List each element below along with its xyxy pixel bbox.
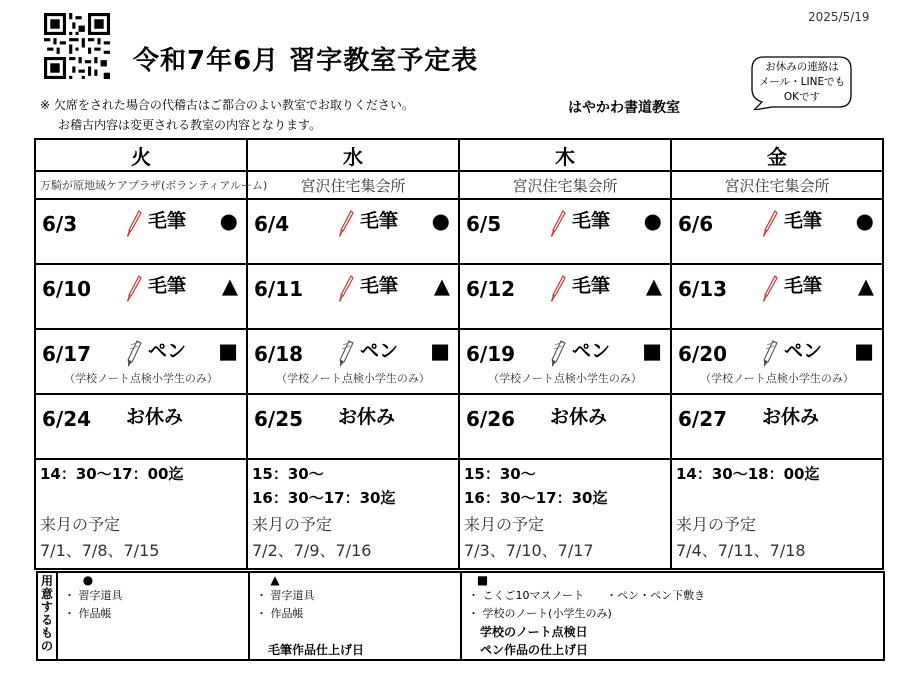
class-mark: ▲: [645, 274, 662, 298]
time-row: [35, 459, 883, 569]
class-type: 毛筆: [148, 275, 187, 297]
items-col-circle: [57, 587, 249, 660]
class-date: 6/13: [678, 277, 728, 301]
item-line: ・ 習字道具: [256, 589, 315, 602]
red-brush-icon: [550, 275, 566, 303]
class-note: （学校ノート点検小学生のみ）: [276, 372, 430, 385]
items-col-square: [461, 587, 884, 660]
class-mark: ■: [430, 339, 450, 363]
red-brush-icon: [338, 210, 354, 238]
class-note: （学校ノート点検小学生のみ）: [64, 372, 218, 385]
time-cell: [671, 459, 883, 569]
item-bold-line: ペン作品の仕上げ日: [480, 643, 589, 657]
class-date: 6/18: [254, 342, 304, 366]
school-name: はやかわ書道教室: [568, 100, 680, 116]
items-label: [37, 572, 57, 660]
pencil-icon: [338, 340, 354, 368]
next-month-label: 来月の予定: [676, 515, 757, 534]
items-label-char: の: [40, 639, 53, 653]
class-cell: [247, 329, 459, 394]
class-type: 毛筆: [148, 210, 187, 232]
class-cell: [247, 264, 459, 329]
holiday-label: お休み: [338, 406, 396, 428]
class-cell: [35, 264, 247, 329]
class-type: ペン: [360, 340, 399, 362]
class-mark: ▲: [433, 274, 450, 298]
class-type: 毛筆: [360, 275, 399, 297]
class-date: 6/12: [466, 277, 516, 301]
class-cell: [671, 199, 883, 264]
pencil-icon: [550, 340, 566, 368]
items-table: [36, 571, 885, 661]
class-date: 6/26: [466, 407, 516, 431]
notice-line-1: ※ 欠席をされた場合の代稽古はご都合のよい教室でお取りください。: [40, 98, 414, 112]
red-brush-icon: [762, 210, 778, 238]
issue-date: 2025/5/19: [808, 10, 870, 24]
bubble-line-3: OKです: [783, 91, 821, 103]
class-mark: ●: [855, 209, 874, 233]
weekday-header-row: [35, 139, 883, 171]
item-bold-line: 毛筆作品仕上げ日: [268, 643, 365, 657]
class-date: 6/3: [42, 212, 78, 236]
holiday-label: お休み: [126, 406, 184, 428]
time-line-1: 14：30～18：00迄: [676, 465, 820, 483]
week-row: [35, 329, 883, 394]
next-month-label: 来月の予定: [252, 515, 333, 534]
weekday-thursday: 木: [459, 139, 671, 171]
class-date: 6/20: [678, 342, 728, 366]
location-thursday: 宮沢住宅集会所: [459, 171, 671, 199]
class-type: 毛筆: [784, 275, 823, 297]
class-cell: [459, 394, 671, 459]
holiday-label: お休み: [550, 406, 608, 428]
class-cell: [459, 264, 671, 329]
item-line: ・ 学校のノート(小学生のみ): [468, 607, 612, 620]
pencil-icon: [126, 340, 142, 368]
absence-contact-note: [752, 60, 852, 105]
time-line-1: 15：30～: [252, 465, 324, 483]
class-cell: [35, 199, 247, 264]
class-cell: [459, 199, 671, 264]
items-mark-circle: ●: [57, 572, 249, 587]
week-row: [35, 264, 883, 329]
class-type: ペン: [572, 340, 611, 362]
item-bold-line: 学校のノート点検日: [480, 625, 588, 639]
next-month-dates: 7/2、7/9、7/16: [252, 541, 372, 560]
location-tuesday: 万騎が原地域ケアプラザ(ボランティアルーム): [35, 171, 247, 199]
bubble-line-2: メール・LINEでも: [758, 76, 846, 88]
notice-line-2: お稽古内容は変更される教室の内容となります。: [58, 118, 322, 132]
class-date: 6/19: [466, 342, 516, 366]
class-mark: ■: [854, 339, 874, 363]
time-cell: [35, 459, 247, 569]
class-mark: ▲: [221, 274, 238, 298]
next-month-label: 来月の予定: [40, 515, 121, 534]
weekday-friday: 金: [671, 139, 883, 171]
location-wednesday: 宮沢住宅集会所: [247, 171, 459, 199]
class-mark: ■: [218, 339, 238, 363]
class-cell: [35, 329, 247, 394]
time-line-2: 16：30～17：30迄: [252, 489, 396, 507]
class-cell: [35, 394, 247, 459]
time-line-2: 16：30～17：30迄: [464, 489, 608, 507]
class-type: 毛筆: [572, 275, 611, 297]
items-label-char: る: [40, 613, 53, 627]
class-mark: ▲: [857, 274, 874, 298]
class-type: 毛筆: [360, 210, 399, 232]
class-mark: ■: [642, 339, 662, 363]
items-mark-triangle: ▲: [249, 572, 461, 587]
class-date: 6/25: [254, 407, 304, 431]
next-month-label: 来月の予定: [464, 515, 545, 534]
time-line-1: 14：30～17：00迄: [40, 465, 184, 483]
item-line: ・ 作品帳: [64, 607, 112, 620]
class-note: （学校ノート点検小学生のみ）: [700, 372, 854, 385]
class-cell: [671, 329, 883, 394]
class-note: （学校ノート点検小学生のみ）: [488, 372, 642, 385]
next-month-dates: 7/1、7/8、7/15: [40, 541, 160, 560]
items-label-char: 意: [40, 587, 53, 601]
bubble-line-1: お休みの連絡は: [765, 61, 839, 73]
time-cell: [459, 459, 671, 569]
page-title: 令和7年6月 習字教室予定表: [133, 46, 479, 76]
class-cell: [247, 394, 459, 459]
weekday-tuesday: 火: [35, 139, 247, 171]
weekday-wednesday: 水: [247, 139, 459, 171]
class-date: 6/6: [678, 212, 714, 236]
pencil-icon: [762, 340, 778, 368]
red-brush-icon: [126, 210, 142, 238]
class-cell: [459, 329, 671, 394]
class-date: 6/5: [466, 212, 502, 236]
items-col-triangle: [249, 587, 461, 660]
red-brush-icon: [550, 210, 566, 238]
item-line: ・ 習字道具: [64, 589, 123, 602]
red-brush-icon: [338, 275, 354, 303]
class-mark: ●: [643, 209, 662, 233]
class-type: 毛筆: [572, 210, 611, 232]
items-label-char: す: [40, 600, 53, 614]
class-type: ペン: [784, 340, 823, 362]
schedule-table: [34, 138, 884, 570]
location-friday: 宮沢住宅集会所: [671, 171, 883, 199]
class-date: 6/17: [42, 342, 92, 366]
class-type: ペン: [148, 340, 187, 362]
class-date: 6/11: [254, 277, 304, 301]
class-date: 6/24: [42, 407, 92, 431]
item-line: ・ 作品帳: [256, 607, 304, 620]
class-mark: ●: [219, 209, 238, 233]
item-line: ・ こくご10マスノート ・ペン・ペン下敷き: [468, 589, 706, 602]
location-row: [35, 171, 883, 199]
week-row: [35, 199, 883, 264]
class-cell: [247, 199, 459, 264]
time-cell: [247, 459, 459, 569]
class-date: 6/27: [678, 407, 728, 431]
red-brush-icon: [126, 275, 142, 303]
class-cell: [671, 264, 883, 329]
holiday-label: お休み: [762, 406, 820, 428]
time-line-1: 15：30～: [464, 465, 536, 483]
class-type: 毛筆: [784, 210, 823, 232]
next-month-dates: 7/4、7/11、7/18: [676, 541, 806, 560]
class-mark: ●: [431, 209, 450, 233]
class-date: 6/10: [42, 277, 92, 301]
items-label-char: 用: [40, 574, 53, 588]
qr-code: [43, 13, 111, 79]
class-cell: [671, 394, 883, 459]
notice: [40, 95, 414, 135]
red-brush-icon: [762, 275, 778, 303]
items-mark-square: ■: [461, 572, 884, 587]
week-row: [35, 394, 883, 459]
items-label-char: も: [40, 626, 53, 640]
class-date: 6/4: [254, 212, 290, 236]
next-month-dates: 7/3、7/10、7/17: [464, 541, 594, 560]
